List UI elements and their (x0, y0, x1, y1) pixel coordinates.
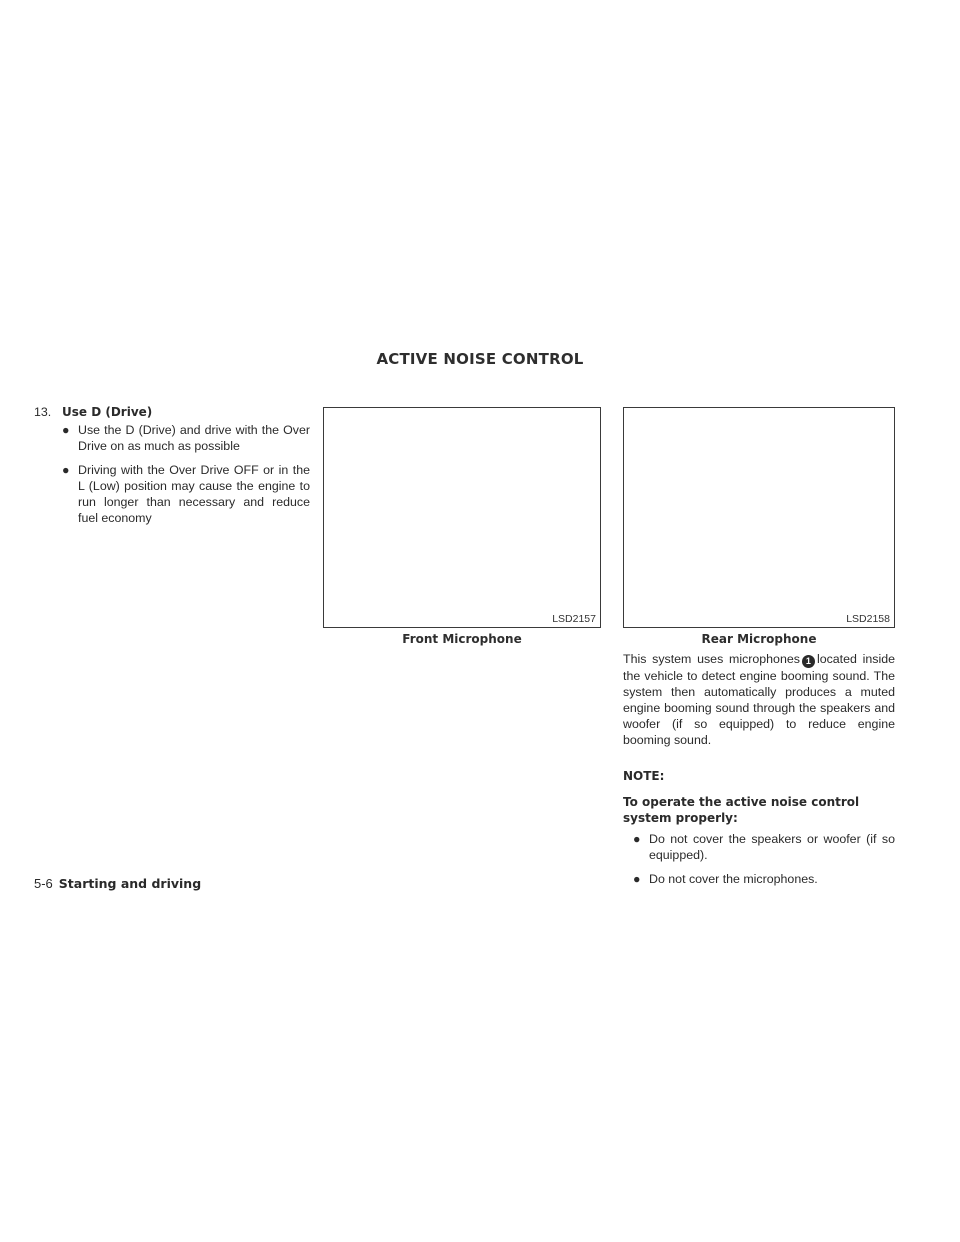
right-column (623, 651, 895, 895)
step-title: Use D (Drive) (62, 405, 153, 419)
step-heading (34, 404, 310, 420)
list-item (62, 462, 310, 526)
list-item (633, 871, 895, 887)
description-text: This system uses microphones (623, 652, 800, 666)
note-bullet-list (633, 831, 895, 887)
rear-microphone-caption: Rear Microphone (701, 632, 817, 646)
page-number: 5-6 (34, 876, 53, 891)
bullet-icon: ● (62, 463, 70, 477)
footer-section-title: Starting and driving (58, 876, 202, 891)
bullet-icon: ● (62, 423, 70, 437)
front-microphone-caption: Front Microphone (402, 632, 522, 646)
figure-code: LSD2158 (846, 613, 890, 625)
section-title: ACTIVE NOISE CONTROL (376, 350, 584, 368)
left-column (34, 404, 310, 534)
list-item (62, 422, 310, 454)
bullet-text: Do not cover the microphones. (649, 872, 818, 886)
page-footer (34, 876, 201, 891)
bullet-icon: ● (633, 872, 641, 886)
front-microphone-figure (323, 407, 601, 628)
step-number: 13. (34, 405, 52, 419)
note-lead: To operate the active noise control system properly: (623, 795, 860, 825)
callout-marker-icon: 1 (802, 655, 815, 668)
figure-code: LSD2157 (552, 613, 596, 625)
description-text: located inside the vehicle to detect engine booming sound. The system then automatically produces a muted engine booming sound through the speakers and woofer (if so equipped) to reduce engine booming sound. (623, 652, 895, 747)
bullet-text: Do not cover the speakers or woofer (if so equipped). (649, 832, 895, 862)
note-heading: NOTE: (623, 769, 665, 783)
bullet-text: Use the D (Drive) and drive with the Over Drive on as much as possible (78, 423, 310, 453)
list-item (633, 831, 895, 863)
bullet-text: Driving with the Over Drive OFF or in the L (Low) position may cause the engine to run longer than necessary and reduce fuel economy (78, 463, 310, 525)
step-bullet-list (62, 422, 310, 526)
rear-microphone-figure (623, 407, 895, 628)
bullet-icon: ● (633, 832, 641, 846)
description-paragraph (623, 651, 895, 748)
